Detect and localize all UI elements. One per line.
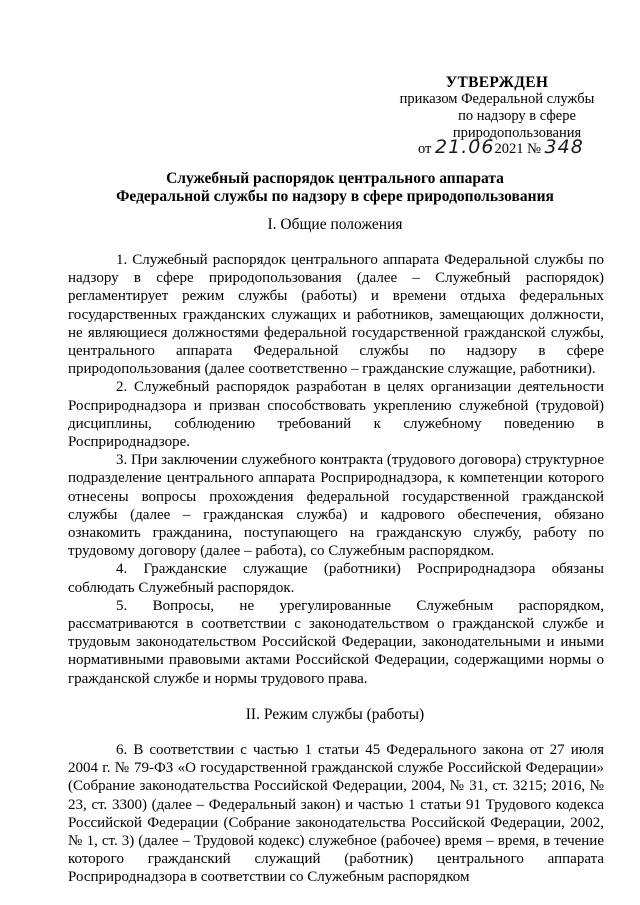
section-2-body <box>68 741 604 887</box>
section-2-heading: II. Режим службы (работы) <box>245 706 425 723</box>
paragraph-2: 2. Служебный распорядок разработан в целях организации деятельности Росприроднадзора и призван способствовать укреплению служебной (трудовой) дисциплины, соблюдению требований к служебному поведению в Росприроднадзоре. <box>68 379 604 451</box>
approval-line-1: приказом Федеральной службы <box>399 91 595 107</box>
approval-line-2: по надзору в сфере <box>458 108 576 124</box>
order-year: 2021 <box>494 141 524 157</box>
paragraph-5: 5. Вопросы, не урегулированные Служебным распорядком, рассматриваются в соответствии с законодательством о гражданской службе и трудовым законодательством Российской Федерации, законодательными и иными нормативными правовыми актами Российской Федерации, содержащими нормы о гражданской службе и нормы трудового права. <box>68 597 604 687</box>
document-title-line-1: Служебный распорядок центрального аппарата <box>166 170 504 187</box>
order-number-prefix: № <box>527 141 541 157</box>
order-number-handwritten: 348 <box>544 136 584 158</box>
approval-heading: УТВЕРЖДЕН <box>445 74 549 91</box>
paragraph-6: 6. В соответствии с частью 1 статьи 45 Федерального закона от 27 июля 2004 г. № 79-ФЗ «О государственной гражданской службе Российской Федерации» (Собрание законодательства Российской Федерации, 2004, № 31, ст. 3215; 2016, № 23, ст. 3300) (далее – Федеральный закон) и частью 1 статьи 91 Трудового кодекса Российской Федерации (Собрание законодательства Российской Федерации, 2002, № 1, ст. 3) (далее – Трудовой кодекс) служебное (рабочее) время – время, в течение которого гражданский служащий (работник) центрального аппарата Росприроднадзора в соответствии со Служебным распорядком <box>68 742 604 886</box>
section-1-heading: I. Общие положения <box>267 216 403 233</box>
order-date-handwritten: 21.06 <box>435 136 495 158</box>
document-title <box>60 170 610 206</box>
order-date-number <box>418 138 618 158</box>
paragraph-3: 3. При заключении служебного контракта (трудового договора) структурное подразделение центрального аппарата Росприроднадзора, к компетенции которого отнесены вопросы прохождения федеральной государственной гражданской службы (далее – гражданская служба) и кадрового обеспечения, обязано ознакомить гражданина, поступающего на гражданскую службу, работу по трудовому договору (далее – работа), со Служебным распорядком. <box>68 452 604 560</box>
order-prefix: от <box>418 141 432 157</box>
paragraph-4: 4. Гражданские служащие (работники) Росприроднадзора обязаны соблюдать Служебный распорядок. <box>68 561 604 596</box>
document-title-line-2: Федеральной службы по надзору в сфере природопользования <box>116 188 554 205</box>
approval-line-3: природопользования <box>452 125 582 141</box>
paragraph-1: 1. Служебный распорядок центрального аппарата Федеральной службы по надзору в сфере природопользования (далее – Служебный распорядок) регламентирует режим службы (работы) и времени отдыха федеральных государственных гражданских служащих и работников, замещающих должности, не являющиеся должностями федеральной государственной гражданской службы, центрального аппарата Федеральной службы по надзору в сфере природопользования (далее соответственно – гражданские служащие, работники). <box>68 252 604 378</box>
approval-stamp-block <box>382 74 612 142</box>
section-1-body <box>68 251 604 688</box>
